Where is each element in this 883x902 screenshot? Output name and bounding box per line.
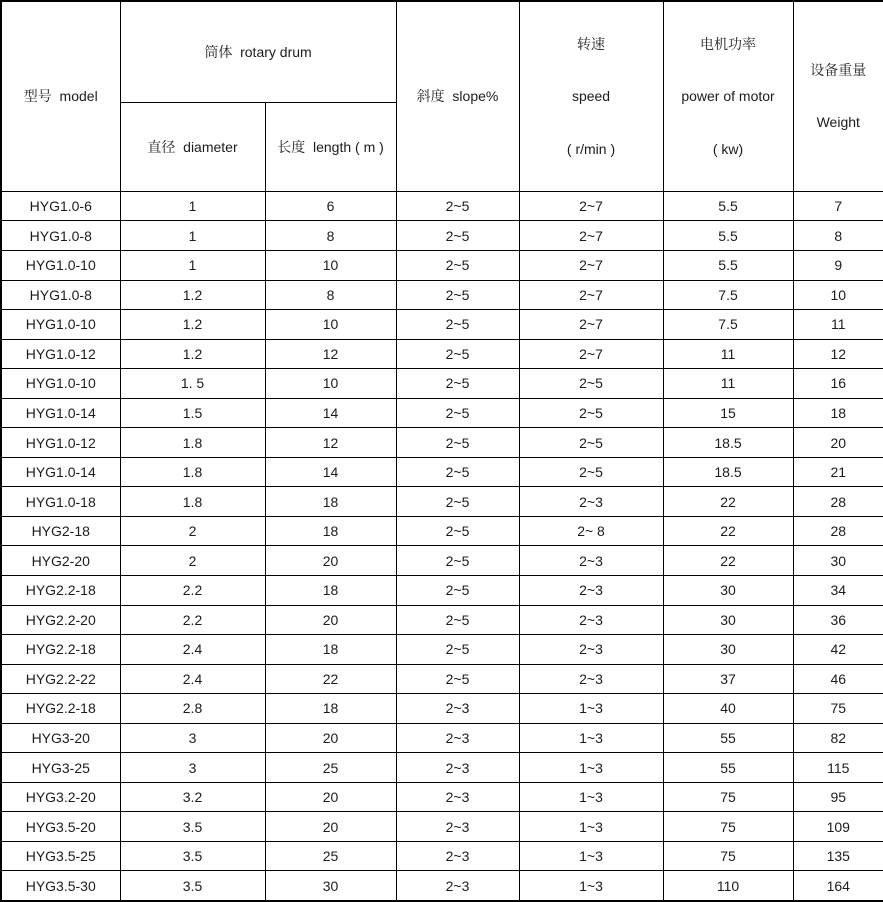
cell-length: 18 [265,516,396,546]
cell-speed: 2~ 8 [519,516,663,546]
cell-speed: 2~7 [519,221,663,251]
cell-diameter: 1 [120,191,265,221]
cell-slope: 2~5 [396,310,519,340]
cell-slope: 2~5 [396,191,519,221]
table-header [1,1,883,191]
cell-weight: 7 [793,191,883,221]
header-speed [519,1,663,191]
header-speed-line-zh: 转速 [577,36,606,52]
cell-weight: 42 [793,635,883,665]
cell-weight: 135 [793,841,883,871]
cell-slope: 2~3 [396,694,519,724]
cell-diameter: 2.4 [120,664,265,694]
cell-speed: 2~3 [519,635,663,665]
cell-weight: 28 [793,516,883,546]
cell-length: 18 [265,576,396,606]
cell-model: HYG1.0-14 [1,457,120,487]
cell-diameter: 2 [120,546,265,576]
cell-model: HYG3.2-20 [1,782,120,812]
cell-model: HYG1.0-6 [1,191,120,221]
cell-power: 18.5 [663,428,793,458]
cell-model: HYG3.5-20 [1,812,120,842]
cell-diameter: 2 [120,516,265,546]
cell-length: 10 [265,310,396,340]
cell-slope: 2~5 [396,398,519,428]
cell-weight: 82 [793,723,883,753]
header-power-line-zh: 电机功率 [700,36,757,52]
cell-speed: 1~3 [519,871,663,901]
cell-speed: 1~3 [519,812,663,842]
cell-weight: 115 [793,753,883,783]
cell-power: 55 [663,723,793,753]
cell-power: 5.5 [663,221,793,251]
header-power [663,1,793,191]
cell-model: HYG3.5-25 [1,841,120,871]
cell-speed: 2~3 [519,605,663,635]
cell-weight: 75 [793,694,883,724]
cell-diameter: 3.5 [120,812,265,842]
cell-power: 30 [663,576,793,606]
table-row [1,782,883,812]
header-length: 长度 length ( m ) [265,103,396,192]
table-body [1,191,883,901]
cell-model: HYG2.2-18 [1,694,120,724]
cell-model: HYG2-18 [1,516,120,546]
table-row [1,576,883,606]
cell-power: 110 [663,871,793,901]
cell-speed: 1~3 [519,723,663,753]
table-row [1,221,883,251]
cell-diameter: 1.2 [120,339,265,369]
cell-length: 14 [265,398,396,428]
cell-length: 8 [265,221,396,251]
table-row [1,398,883,428]
cell-model: HYG1.0-12 [1,428,120,458]
cell-length: 18 [265,694,396,724]
cell-weight: 36 [793,605,883,635]
cell-diameter: 2.4 [120,635,265,665]
cell-model: HYG2.2-22 [1,664,120,694]
cell-weight: 164 [793,871,883,901]
cell-weight: 28 [793,487,883,517]
table-row [1,369,883,399]
cell-slope: 2~5 [396,516,519,546]
cell-speed: 2~5 [519,428,663,458]
cell-model: HYG1.0-12 [1,339,120,369]
cell-diameter: 1 [120,221,265,251]
cell-weight: 10 [793,280,883,310]
cell-length: 6 [265,191,396,221]
cell-slope: 2~5 [396,664,519,694]
cell-power: 7.5 [663,310,793,340]
cell-power: 11 [663,339,793,369]
cell-diameter: 3 [120,753,265,783]
cell-power: 75 [663,782,793,812]
header-power-line-en: power of motor [681,88,775,105]
cell-diameter: 1.8 [120,457,265,487]
cell-power: 37 [663,664,793,694]
header-weight-line-en: Weight [816,114,860,131]
cell-length: 10 [265,369,396,399]
table-row [1,812,883,842]
table-row [1,191,883,221]
cell-slope: 2~5 [396,487,519,517]
cell-power: 7.5 [663,280,793,310]
header-row-1 [1,1,883,103]
cell-speed: 1~3 [519,753,663,783]
cell-diameter: 1. 5 [120,369,265,399]
cell-slope: 2~5 [396,250,519,280]
table-row [1,841,883,871]
cell-slope: 2~5 [396,457,519,487]
cell-weight: 46 [793,664,883,694]
cell-model: HYG2.2-18 [1,576,120,606]
cell-diameter: 3.2 [120,782,265,812]
cell-length: 14 [265,457,396,487]
cell-power: 22 [663,516,793,546]
table-row [1,250,883,280]
header-model: 型号 model [1,1,120,191]
cell-length: 20 [265,782,396,812]
cell-model: HYG1.0-8 [1,280,120,310]
cell-diameter: 2.2 [120,576,265,606]
cell-slope: 2~5 [396,546,519,576]
cell-power: 18.5 [663,457,793,487]
cell-length: 10 [265,250,396,280]
table-row [1,310,883,340]
cell-slope: 2~3 [396,723,519,753]
cell-weight: 30 [793,546,883,576]
cell-length: 20 [265,546,396,576]
cell-power: 11 [663,369,793,399]
cell-weight: 9 [793,250,883,280]
cell-weight: 12 [793,339,883,369]
cell-diameter: 1.8 [120,428,265,458]
cell-speed: 2~7 [519,339,663,369]
cell-length: 18 [265,635,396,665]
cell-model: HYG1.0-10 [1,250,120,280]
table-row [1,428,883,458]
cell-slope: 2~3 [396,871,519,901]
table-row [1,635,883,665]
cell-power: 75 [663,812,793,842]
table-row [1,487,883,517]
cell-length: 20 [265,812,396,842]
cell-length: 12 [265,428,396,458]
cell-slope: 2~3 [396,841,519,871]
cell-power: 40 [663,694,793,724]
table-row [1,871,883,901]
cell-slope: 2~3 [396,782,519,812]
cell-diameter: 2.2 [120,605,265,635]
cell-diameter: 1.8 [120,487,265,517]
header-weight-line-zh: 设备重量 [810,62,867,79]
cell-length: 20 [265,723,396,753]
cell-power: 15 [663,398,793,428]
cell-weight: 8 [793,221,883,251]
cell-slope: 2~5 [396,280,519,310]
cell-model: HYG1.0-14 [1,398,120,428]
cell-power: 30 [663,635,793,665]
cell-slope: 2~5 [396,576,519,606]
header-rotary-drum-group: 筒体 rotary drum [120,1,396,103]
cell-power: 75 [663,841,793,871]
cell-length: 20 [265,605,396,635]
cell-speed: 2~3 [519,664,663,694]
cell-diameter: 3.5 [120,871,265,901]
cell-weight: 20 [793,428,883,458]
table-row [1,339,883,369]
cell-length: 22 [265,664,396,694]
cell-speed: 2~3 [519,546,663,576]
cell-model: HYG3.5-30 [1,871,120,901]
cell-slope: 2~5 [396,221,519,251]
cell-slope: 2~3 [396,812,519,842]
cell-slope: 2~5 [396,428,519,458]
cell-speed: 1~3 [519,841,663,871]
table-row [1,280,883,310]
cell-slope: 2~5 [396,635,519,665]
cell-diameter: 1.2 [120,310,265,340]
cell-speed: 2~3 [519,576,663,606]
cell-model: HYG3-20 [1,723,120,753]
cell-model: HYG1.0-10 [1,369,120,399]
cell-power: 22 [663,487,793,517]
cell-length: 12 [265,339,396,369]
cell-length: 25 [265,753,396,783]
table-row [1,605,883,635]
cell-speed: 2~7 [519,250,663,280]
cell-power: 30 [663,605,793,635]
table-row [1,457,883,487]
cell-speed: 1~3 [519,782,663,812]
header-diameter: 直径 diameter [120,103,265,192]
cell-weight: 16 [793,369,883,399]
table-row [1,723,883,753]
cell-speed: 2~5 [519,369,663,399]
cell-weight: 109 [793,812,883,842]
cell-weight: 11 [793,310,883,340]
cell-model: HYG1.0-10 [1,310,120,340]
cell-diameter: 1.2 [120,280,265,310]
cell-model: HYG2.2-18 [1,635,120,665]
cell-weight: 95 [793,782,883,812]
cell-model: HYG1.0-18 [1,487,120,517]
cell-slope: 2~5 [396,339,519,369]
header-weight [793,1,883,191]
table-row [1,694,883,724]
cell-diameter: 1.5 [120,398,265,428]
cell-diameter: 3 [120,723,265,753]
cell-power: 22 [663,546,793,576]
cell-weight: 18 [793,398,883,428]
cell-slope: 2~3 [396,753,519,783]
cell-diameter: 2.8 [120,694,265,724]
table-row [1,664,883,694]
cell-speed: 2~5 [519,457,663,487]
cell-diameter: 1 [120,250,265,280]
cell-power: 5.5 [663,191,793,221]
cell-weight: 34 [793,576,883,606]
header-speed-line-en: speed [571,88,611,105]
cell-model: HYG2.2-20 [1,605,120,635]
cell-model: HYG3-25 [1,753,120,783]
header-power-line-unit: ( kw) [712,140,744,157]
cell-speed: 2~7 [519,310,663,340]
header-slope: 斜度 slope% [396,1,519,191]
cell-length: 30 [265,871,396,901]
cell-length: 25 [265,841,396,871]
cell-power: 55 [663,753,793,783]
cell-diameter: 3.5 [120,841,265,871]
cell-slope: 2~5 [396,605,519,635]
cell-model: HYG2-20 [1,546,120,576]
table-row [1,546,883,576]
cell-speed: 2~5 [519,398,663,428]
cell-weight: 21 [793,457,883,487]
table-row [1,753,883,783]
cell-speed: 1~3 [519,694,663,724]
table-row [1,516,883,546]
cell-length: 8 [265,280,396,310]
cell-model: HYG1.0-8 [1,221,120,251]
cell-speed: 2~3 [519,487,663,517]
cell-slope: 2~5 [396,369,519,399]
cell-power: 5.5 [663,250,793,280]
header-speed-line-unit: ( r/min ) [566,140,616,157]
cell-length: 18 [265,487,396,517]
cell-speed: 2~7 [519,280,663,310]
cell-speed: 2~7 [519,191,663,221]
